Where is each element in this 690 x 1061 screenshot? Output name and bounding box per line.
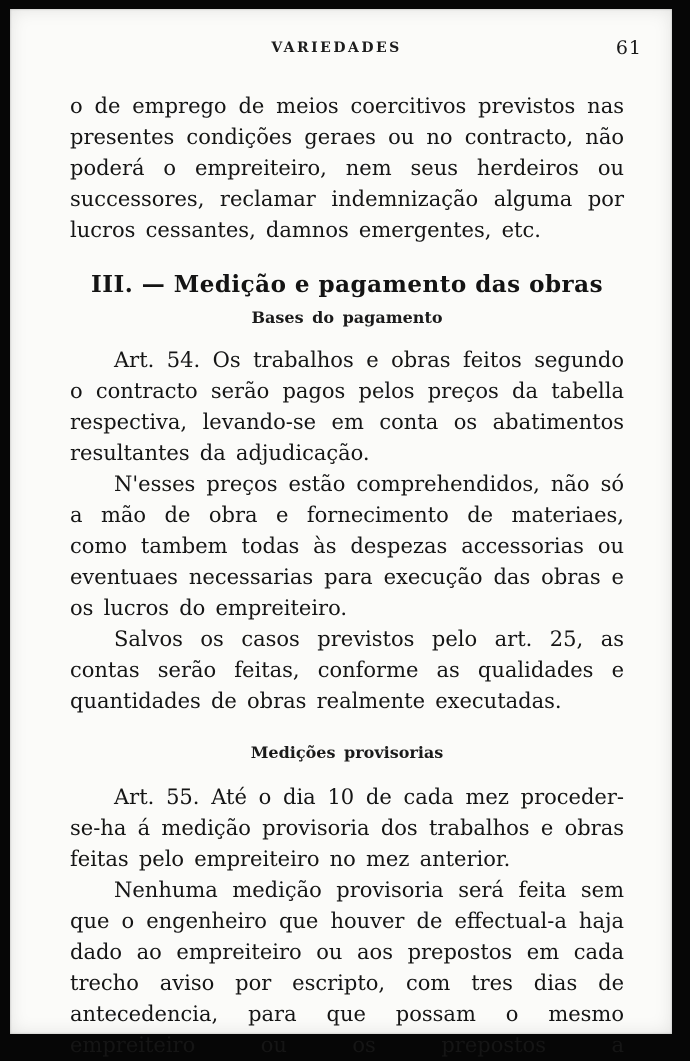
running-title: VARIEDADES <box>271 40 402 56</box>
paragraph-nenhuma-medicao: Nenhuma medição provisoria será feita sem que o engenheiro que houver de effectual-a haja dado ao empreiteiro ou aos prepostos em cada trecho aviso por escripto, com tres dias de antecedencia, para que possam o mesmo empreiteiro ou os prepostos a <box>70 878 624 1057</box>
paragraph-salvos-os-casos: Salvos os casos previstos pelo art. 25, as contas serão feitas, conforme as qualidades e quantidades de obras realmente executadas. <box>70 627 624 713</box>
subheading-medicoes-provisorias: Medições provisorias <box>250 743 444 762</box>
section-heading: III. — Medição e pagamento das obras <box>90 271 604 298</box>
subheading-bases-do-pagamento: Bases do pagamento <box>251 308 443 327</box>
scanned-book-page <box>10 9 672 1057</box>
paragraph-nesses-precos: N'esses preços estão comprehendidos, não só a mão de obra e fornecimento de materiaes, como tambem todas às despezas accessorias ou eventuaes necessarias para execução das obras e os lucros do empreiteiro. <box>70 472 624 620</box>
paragraph-art-54: Art. 54. Os trabalhos e obras feitos segundo o contracto serão pagos pelos preços da tabella respectiva, levando-se em conta os abatimentos resultantes da adjudicação. <box>70 348 624 465</box>
page-number: 61 <box>615 37 642 59</box>
paragraph-art-55: Art. 55. Até o dia 10 de cada mez proceder-se-ha á medição provisoria dos trabalhos e obras feitas pelo empreiteiro no mez anterior. <box>70 785 624 871</box>
paragraph-continuation: o de emprego de meios coercitivos previstos nas presentes condições geraes ou no contracto, não poderá o empreiteiro, nem seus herdeiros ou successores, reclamar indemnização alguma por lucros cessantes, damnos emergentes, etc. <box>70 94 624 242</box>
page-content <box>10 9 672 1057</box>
running-head <box>70 37 642 63</box>
